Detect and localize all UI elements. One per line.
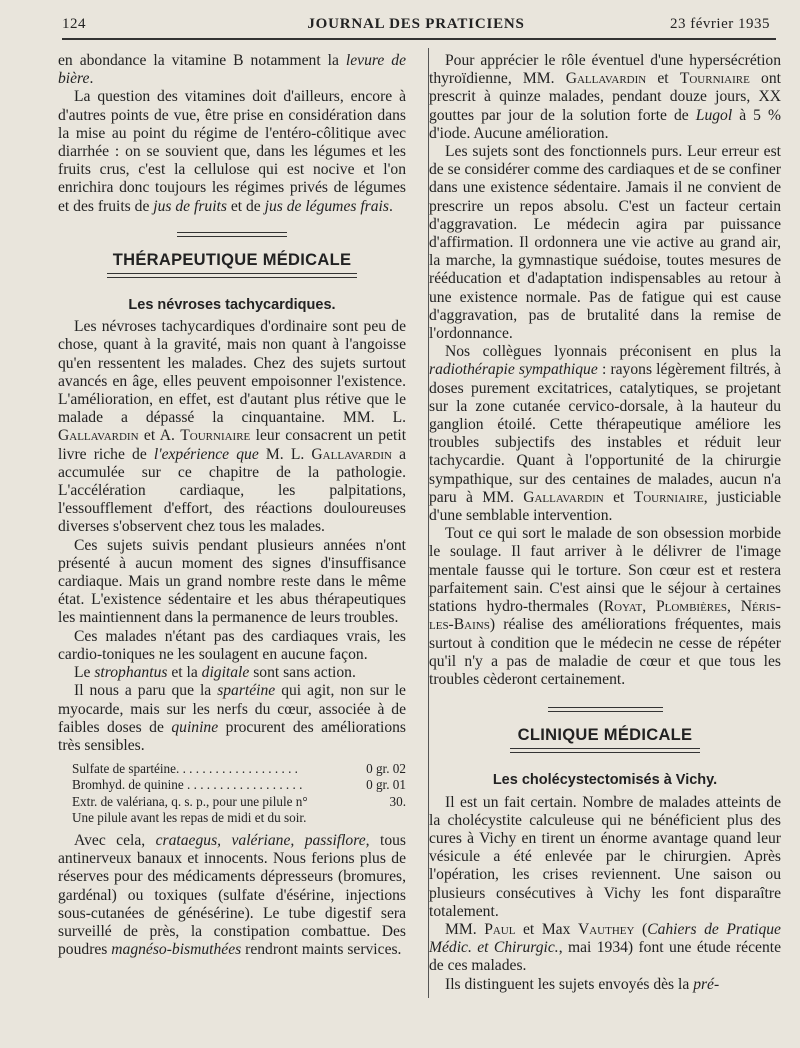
article-subtitle: Les cholécystectomisés à Vichy. [492, 772, 718, 789]
paragraph: Le strophantus et la digitale sont sans action. [74, 664, 356, 682]
page-header [62, 14, 770, 36]
journal-title: JOURNAL DES PRATICIENS [307, 16, 525, 32]
left-column [58, 52, 406, 959]
prescription-line: Bromhyd. de quinine . . . . . . . . . . . . . . . . . . 0 gr. 01 [72, 777, 406, 793]
prescription [72, 761, 406, 826]
prescription-line: Extr. de valériana, q. s. p., pour une pilule n° 30. [72, 793, 406, 809]
paragraph: Les sujets sont des fonctionnels purs. Leur erreur est de se considérer comme des cardiaques et de se confiner dans une existence sédentaire. Jamais il ne convient de prescrire un repos absolu. C'est un facteur certain d'aggravation. Le médecin agira par puissance d'affirmation. Il ordonnera une vie active au grand air, la marche, la gymnastique suédoise, toutes mesures de rééducation et d'adaptation indispensables au retour à une existence normale. Pas de fatigue qui est cause d'aggravation, pas de brutalité dans la remise de l'ordonnance. [429, 143, 782, 343]
paragraph: en abondance la vitamine B notamment la levure de bière. [58, 52, 406, 88]
prescription-note: Une pilule avant les repas de midi et du soir. [72, 809, 307, 825]
paragraph: MM. Paul et Max Vauthey (Cahiers de Pratique Médic. et Chirurgic., mai 1934) font une étude récente de ces malades. [429, 920, 782, 975]
paragraph: Ils distinguent les sujets envoyés dès la pré- [445, 975, 720, 993]
issue-date: 23 février 1935 [670, 16, 770, 32]
header-rule [62, 38, 776, 40]
paragraph: Ces sujets suivis pendant plusieurs années n'ont présenté à aucun moment des signes d'insuffisance cardiaque. Mais un grand nombre reste dans le même état. L'existence sédentaire et les abus thérapeutiques les maintiennent dans la permanence de leurs troubles. [58, 536, 406, 627]
paragraph: La question des vitamines doit d'ailleurs, encore à d'autres points de vue, être prise en considération dans la mise au point du régime de l'entéro-côlitique avec diarrhée : on se souvient que, dans les légumes et les fruits crus, c'est la cellulose qui est nocive et l'on enrichira donc toujours les régimes privés de légumes et des fruits de jus de fruits et de jus de légumes frais. [58, 88, 406, 215]
paragraph: Il nous a paru que la spartéine qui agit, non sur le myocarde, mais sur les nerfs du cœur, associée à de faibles doses de quinine procurent des améliorations très sensibles. [58, 682, 406, 754]
section-title: CLINIQUE MÉDICALE [517, 726, 693, 745]
paragraph: Tout ce qui sort le malade de son obsession morbide le soulage. Il faut arriver à le délivrer de l'image mentale fausse qui le torture. Son cœur est et restera parfaitement sain. C'est ainsi que le séjour à certaines stations hydro-thermales (Royat, Plombières, Néris-les-Bains) réalise des améliorations fréquentes, mais surtout à condition que le médecin ne cesse de répéter qu'il n'y a pas de maladie de cœur et que tous les troubles cèderont certainement. [429, 525, 781, 688]
paragraph: Les névroses tachycardiques d'ordinaire sont peu de chose, quant à la gravité, mais non quant à l'angoisse qu'en ressentent les malades. Chez des sujets surtout avancés en âge, elles peuvent empoisonner l'existence. L'amélioration, en effet, est d'autant plus rétive que le malade a dépassé la cinquantaine. MM. L. Gallavardin et A. Tourniaire leur consacrent un petit livre riche de l'expérience que M. L. Gallavardin a accumulée sur ce chapitre de la pathologie. L'accélération cardiaque, les palpitations, l'essoufflement d'effort, des réactions douloureuses diverses s'observent chez tous les malades. [58, 318, 407, 536]
right-column [429, 52, 781, 994]
paragraph: Ces malades n'étant pas des cardiaques vrais, les cardio-toniques ne les soulagent en aucune façon. [58, 627, 406, 663]
paragraph: Il est un fait certain. Nombre de malades atteints de la cholécystite calculeuse qui ne bénéficient plus des cures à Vichy en tirent un énorme avantage quand leur vésicule a été enlevée par le chirurgien. Après l'opération, les crises reviennent. Une saison ou plusieurs consécutives à Vichy les font disparaître totalement. [429, 793, 781, 920]
paragraph: Avec cela, crataegus, valériane, passiflore, tous antinerveux banaux et innocents. Nous ferions plus de réserves pour des médicaments dépresseurs (bromures, gardénal) ou toxiques (sulfate d'ésérine, injections sous-cutanées de génésérine). Le tube digestif sera surveillé de près, la constipation combattue. Des poudres magnéso-bismuthées rendront maints services. [58, 831, 406, 959]
paragraph: Pour apprécier le rôle éventuel d'une hypersécrétion thyroïdienne, MM. Gallavardin et Tourniaire ont prescrit à quinze malades, pendant douze jours, XX gouttes par jour de la solution forte de Lugol à 5 % d'iode. Aucune amélioration. [429, 52, 781, 142]
paragraph: Nos collègues lyonnais préconisent en plus la radiothérapie sympathique : rayons légèrement filtrés, à doses purement excitatrices, catalytiques, se projetant sur la zone cutanée cervico-dorsale, à la hauteur du ganglion étoilé. Cette thérapeutique améliore les troubles subjectifs des instables et réduit leur tachycardie. Quant à l'opportunité de la chirurgie sympathique, sur des centaines de malades, aucun n'a paru à MM. Gallavardin et Tourniaire, justiciable d'une semblable intervention. [429, 343, 782, 525]
section-ornament [177, 232, 287, 237]
section-title: THÉRAPEUTIQUE MÉDICALE [112, 250, 352, 269]
article-subtitle: Les névroses tachycardiques. [128, 297, 336, 314]
section-ornament [107, 273, 357, 278]
section-ornament [548, 707, 663, 712]
section-ornament [510, 748, 700, 753]
prescription-line: Sulfate de spartéine. . . . . . . . . . . . . . . . . . . 0 gr. 02 [72, 761, 406, 777]
page-number: 124 [62, 16, 86, 32]
